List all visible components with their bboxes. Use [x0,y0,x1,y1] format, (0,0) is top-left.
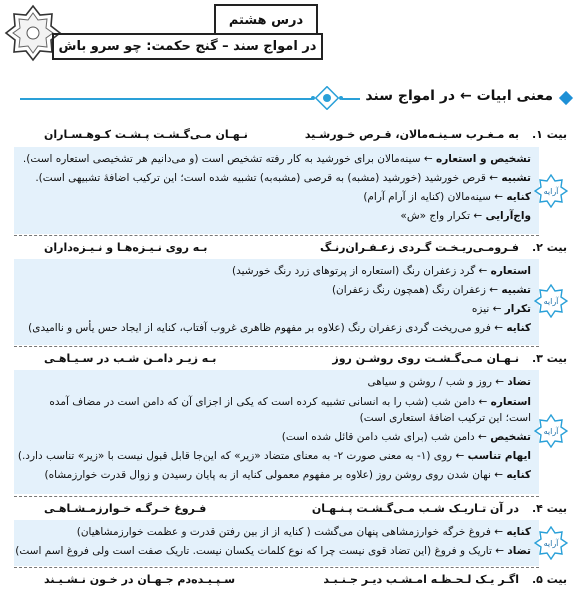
device-term: تکرار [504,303,531,315]
lesson-title: در امواج سند – گنج حکمت: چو سرو باش [52,33,323,60]
badge-ornament-icon [534,284,568,318]
verse-line [14,347,567,369]
literary-devices-box [14,147,539,234]
device-line [22,188,531,207]
verse-line [14,568,567,590]
verse-number: بیت ۴. [531,501,567,515]
verse-number: بیت ۲. [531,240,567,254]
verse-first-hemistich: به مـغـرب سـینـه‌مالان، قـرص خـورشـید [304,127,519,141]
device-term: تضاد [507,545,531,557]
device-line [22,523,531,542]
badge-label: آرایه [543,539,559,548]
badge-label: آرایه [543,297,559,306]
verse-first-hemistich: فـرومـی‌ریـخـت گـردی زعـفـران‌رنـگ [319,240,519,254]
verse-second-hemistich: فـروغ خـرگـه خـوارزمـشـاهـی [44,501,207,515]
verse-second-hemistich: بـه روی نـیـزه‌هـا و نـیـزه‌داران [44,240,208,254]
section-ornament-icon [310,86,344,110]
device-term: واج‌آرایی [485,210,531,222]
literary-devices-box [14,520,539,566]
device-text: ← فرو می‌ریخت گردی زعفران رنگ (علاوه بر مفهوم ظاهری غروب آفتاب، کنایه از ایجاد حس یأس و ناامیدی) [28,322,507,334]
section-bullet-icon [559,91,573,105]
device-text: ← نیزه [471,303,505,315]
device-text: ← سینه‌مالان (کنایه از آرام آرام) [363,191,507,203]
device-term: تشبیه [501,172,531,184]
device-text: ← دامن شب (برای شب دامن قائل شده است) [281,431,491,443]
device-term: تشخیص [490,431,531,443]
verse-number: بیت ۱. [531,127,567,141]
device-term: کنایه [506,191,531,203]
device-line [22,281,531,300]
device-text: ← نهان شدن روی روشن روز (علاوه بر مفهوم معمولی کنایه از به پایان رسیدن و زوال قدرت خوارزمشاه) [44,469,507,481]
literary-devices-box [14,259,539,345]
verse-first-hemistich: در آن تـاریـک شـب مـی‌گـشـت پـنـهـان [311,501,519,515]
device-text: ← روز و شب / روشن و سیاهی [367,376,508,388]
device-term: کنایه [506,469,531,481]
device-term: تشبیه [501,284,531,296]
device-term: تضاد [507,376,531,388]
device-line [17,447,531,466]
device-line [22,300,531,319]
verse-second-hemistich: سـپـیـده‌دم جـهـان در خـون نـشـیـند [44,572,236,586]
verse-second-hemistich: بـه زیـر دامـن شـب در سـیـاهـی [44,351,217,365]
device-term: ایهام تناسب [467,450,531,462]
device-line [22,394,531,426]
device-text: ← سینه‌مالان برای خورشید به کار رفته تشخیص است (و می‌دانیم هر تشخیصی استعاره است). [22,153,437,165]
verse-number: بیت ۵. [531,572,567,586]
device-line [22,373,531,392]
section-divider-line [342,98,360,100]
device-line [22,319,531,338]
device-text: ← گرد زعفران رنگ (استعاره از پرتوهای زرد رنگ خورشید) [231,265,491,277]
device-text: ← تاریک و فروغ (این تضاد قوی نیست چرا که نوع کلمات یکسان نیست. تاریک صفت است ولی فروغ اسم است) [15,545,508,557]
device-text: ← تکرار واج «ش» [400,210,486,222]
device-text: ← دامن شب (شب را به انسانی تشبیه کرده است که یکی از اجزای آن که دامن است در مضاف آمده است؛ این ترکیب اضافهٔ استعاری است) [49,396,531,424]
badge-label: آرایه [543,427,559,436]
section-divider-line [20,98,312,100]
device-line [22,466,531,485]
device-line [22,207,531,226]
device-text: ← قرص خورشید (خورشید (مشبه) به قرصی (مشبه‌به) تشبیه شده است؛ این ترکیب اضافهٔ تشبیهی است). [35,172,502,184]
device-line [22,150,531,169]
badge-ornament-icon [534,526,568,560]
device-term: تشخیص و استعاره [436,153,531,165]
verse-line [14,123,567,145]
device-line [22,262,531,281]
device-term: استعاره [490,265,531,277]
device-term: کنایه [506,322,531,334]
device-term: استعاره [490,396,531,408]
badge-label: آرایه [543,187,559,196]
device-text: ← زعفران رنگ (همچون رنگ زعفران) [331,284,502,296]
literary-devices-box [14,370,539,494]
verse-first-hemistich: نـهـان مـی‌گـشـت روی روشـن روز [332,351,519,365]
device-line [15,542,531,561]
verse-line [14,497,567,519]
device-line [22,428,531,447]
device-text: ← فروغ خرگه خوارزمشاهی پنهان می‌گشت ( کنایه از از بین رفتن قدرت و عظمت خوارزمشاهیان) [76,526,507,538]
verse-line [14,236,567,258]
badge-ornament-icon [534,414,568,448]
verse-first-hemistich: اگـر یـک لـحـظـه امـشـب دیـر جـنـبـد [323,572,519,586]
device-line [22,169,531,188]
device-text: ← روی (۱- به معنی صورت ۲- به معنای متضاد «زیر» که این‌جا قابل قبول نیست با «زیر» تناسب دارد.) [17,450,468,462]
device-term: کنایه [506,526,531,538]
verse-number: بیت ۳. [531,351,567,365]
badge-ornament-icon [534,174,568,208]
verse-second-hemistich: نـهـان مـی‌گـشـت پـشـت کـوهـسـاران [44,127,248,141]
lesson-number: درس هشتم [214,4,318,34]
section-title: معنی ابیات ← در امواج سند [365,88,553,104]
